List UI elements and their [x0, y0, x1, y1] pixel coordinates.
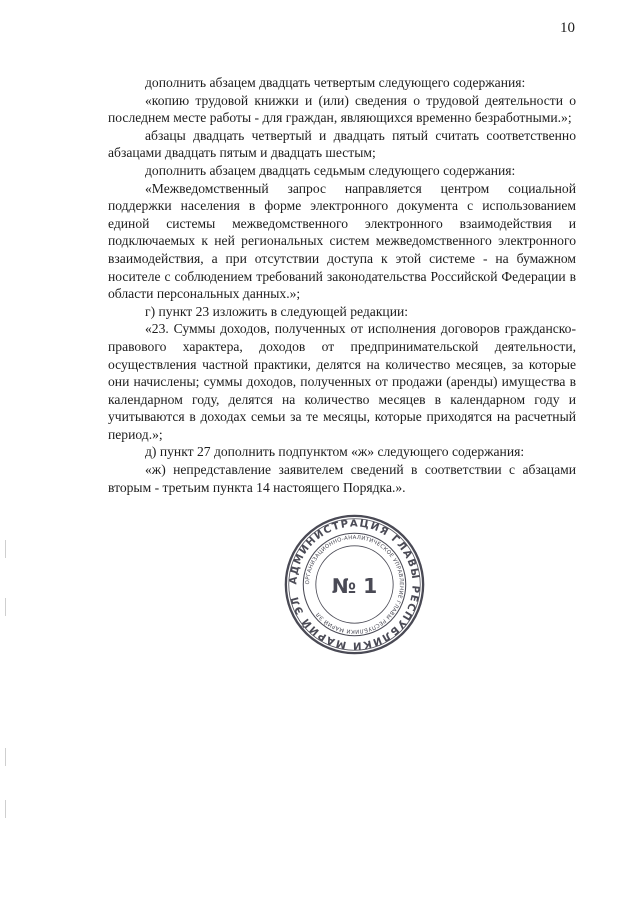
- paragraph: дополнить абзацем двадцать седьмым следующего содержания:: [145, 162, 516, 178]
- paragraph: абзацы двадцать четвертый и двадцать пятый считать соответственно абзацами двадцать пятым и двадцать шестым;: [108, 127, 576, 161]
- scan-artifact: [5, 598, 6, 616]
- paragraph: дополнить абзацем двадцать четвертым следующего содержания:: [145, 75, 526, 90]
- seal-number: № 1: [331, 574, 378, 599]
- paragraph: «23. Суммы доходов, полученных от исполнения договоров гражданско-правового характера, доходов от предпринимательской деятельности, осуществления частной практики, делятся на количество месяцев, за которые они начислены; суммы доходов, полученных от продажи (аренды) имущества в календарном году, делятся на количество месяцев в календарном году и учитываются в доходах семьи за те месяцы, которые приходятся на расчетный период.»;: [108, 321, 576, 442]
- scan-artifact: [5, 800, 6, 818]
- document-body: [108, 74, 576, 496]
- paragraph: д) пункт 27 дополнить подпунктом «ж» следующего содержания:: [145, 444, 525, 460]
- page-number: 10: [560, 20, 575, 36]
- paragraph: г) пункт 23 изложить в следующей редакции:: [145, 303, 409, 319]
- paragraph: «Межведомственный запрос направляется центром социальной поддержки населения в форме электронного документа с использованием единой системы межведомственного электронного взаимодействия и подключаемых к ней региональных систем межведомственного электронного взаимодействия, а при отсутствии доступа к этой системе - на бумажном носителе с соблюдением требований законодательства Российской Федерации в области персональных данных.»;: [108, 180, 576, 302]
- seal-outer-text: АДМИНИСТРАЦИЯ ГЛАВЫ РЕСПУБЛИКИ МАРИЙ ЭЛ: [288, 518, 421, 651]
- scan-artifact: [5, 540, 6, 558]
- paragraph: «копию трудовой книжки и (или) сведения о трудовой деятельности о последнем месте работы - для граждан, являющихся временно безработными.»;: [108, 92, 576, 126]
- seal-inner-text: ОРГАНИЗАЦИОННО-АНАЛИТИЧЕСКОЕ УПРАВЛЕНИЕ ГЛАВЫ РЕСПУБЛИКИ МАРИЙ ЭЛ: [305, 535, 404, 634]
- scan-artifact: [5, 748, 6, 766]
- official-seal: [282, 512, 427, 657]
- paragraph: «ж) непредставление заявителем сведений в соответствии с абзацами вторым - третьим пункта 14 настоящего Порядка.».: [108, 462, 576, 495]
